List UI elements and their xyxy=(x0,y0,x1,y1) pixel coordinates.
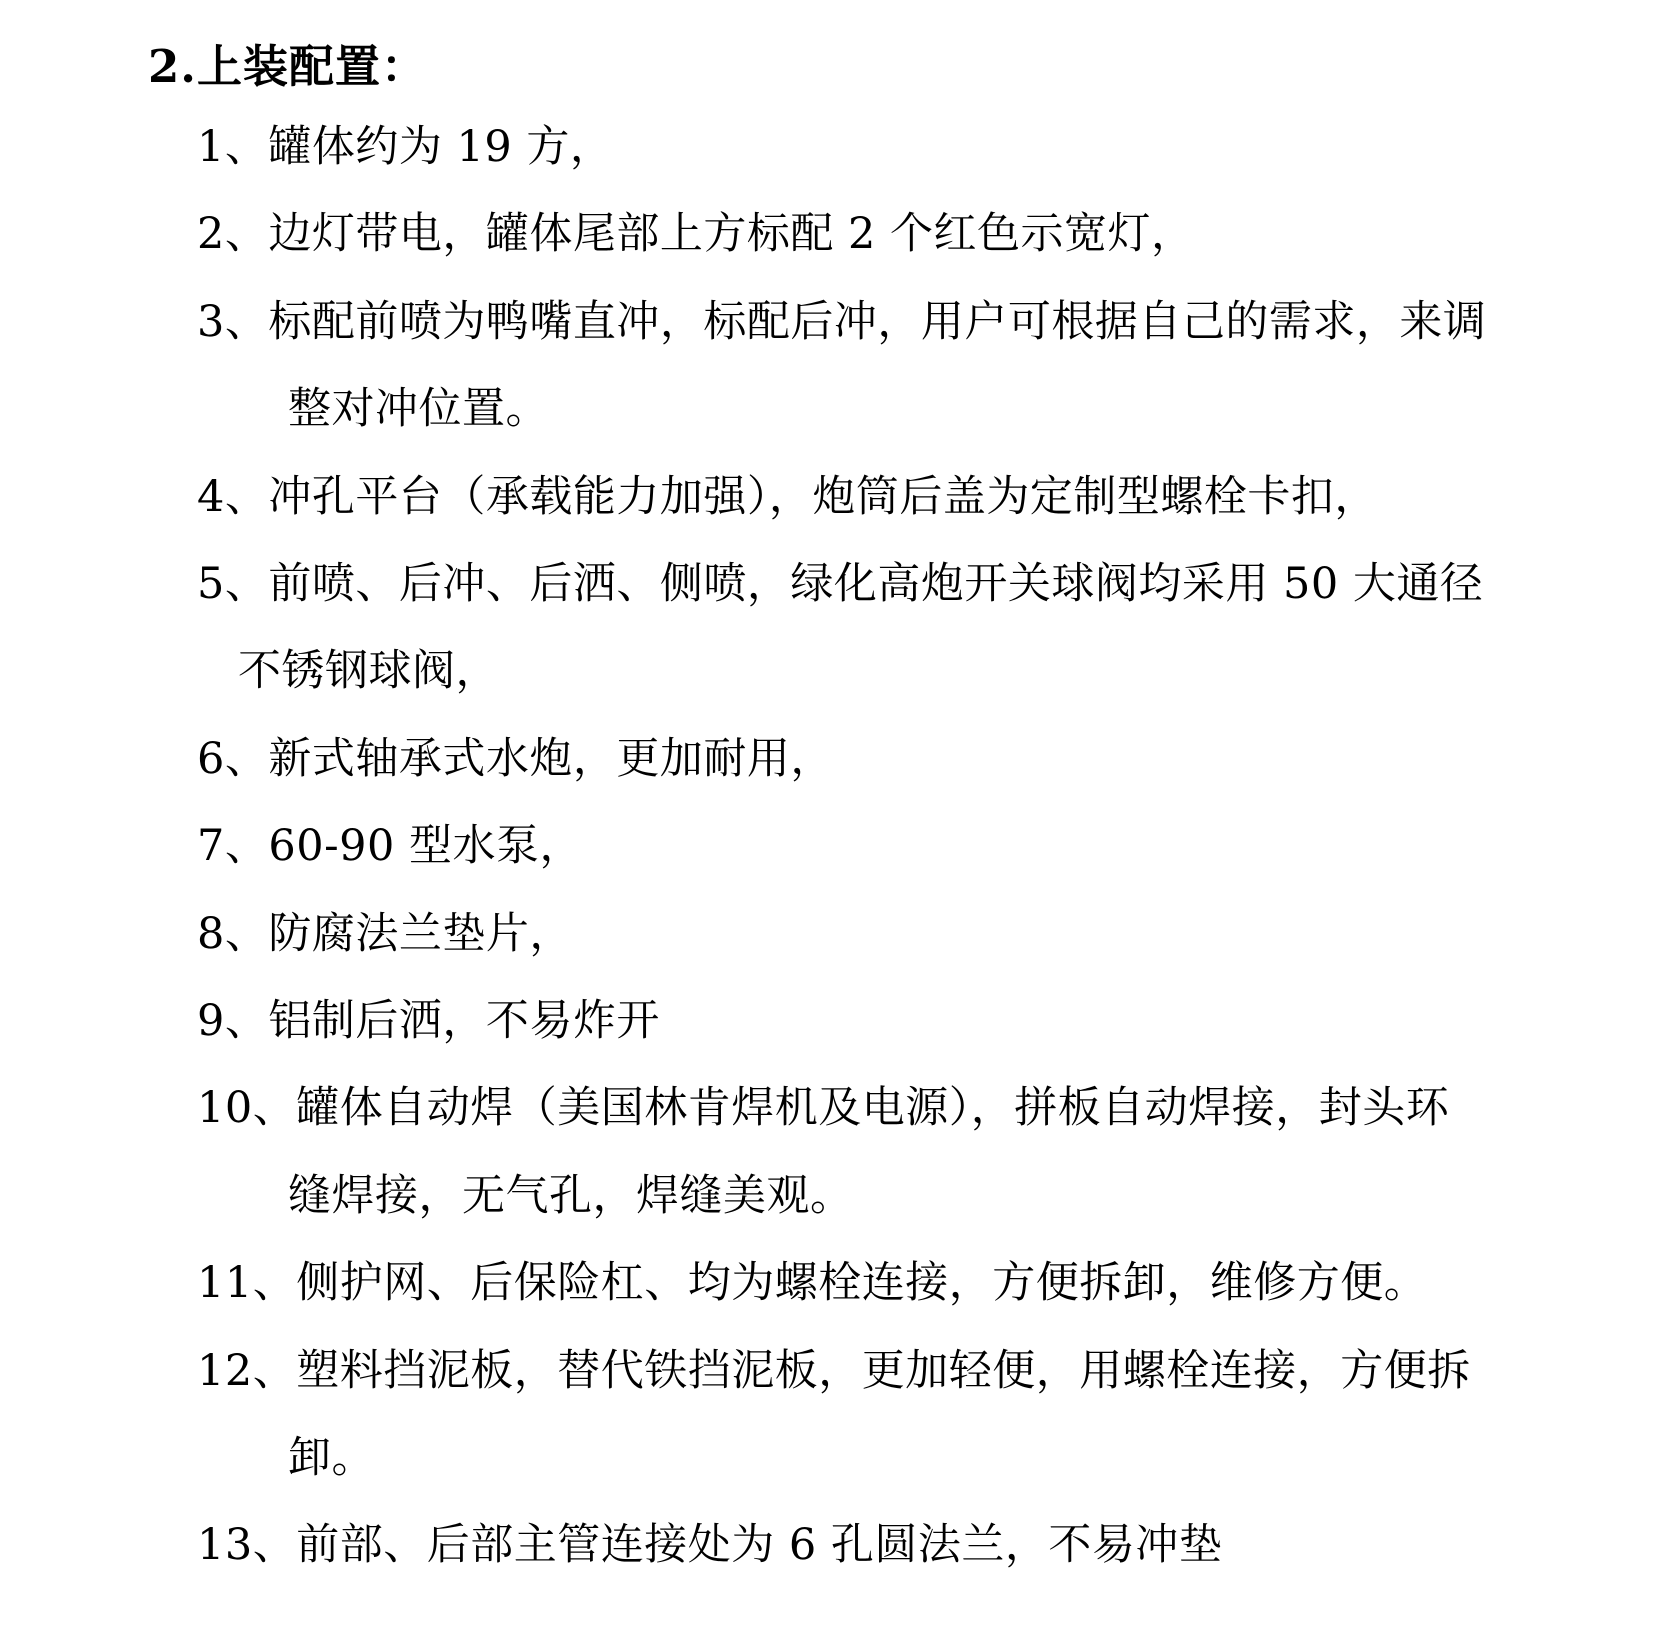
list-item-7: 7、60-90 型水泵， xyxy=(197,821,583,871)
list-item-5-continued: 不锈钢球阀， xyxy=(238,646,499,696)
list-item-11: 11、侧护网、后保险杠、均为螺栓连接，方便拆卸，维修方便。 xyxy=(197,1258,1428,1308)
list-item-9: 9、铝制后洒，不易炸开 xyxy=(197,996,660,1046)
section-heading: 2.上装配置： xyxy=(148,40,427,93)
list-item-1: 1、罐体约为 19 方， xyxy=(197,122,614,172)
list-item-3: 3、标配前喷为鸭嘴直冲，标配后冲，用户可根据自己的需求，来调 xyxy=(197,297,1487,347)
list-item-12-continued: 卸。 xyxy=(288,1433,375,1483)
list-item-12: 12、塑料挡泥板，替代铁挡泥板，更加轻便，用螺栓连接，方便拆 xyxy=(197,1346,1471,1396)
list-item-5: 5、前喷、后冲、后洒、侧喷，绿化高炮开关球阀均采用 50 大通径 xyxy=(197,559,1484,609)
list-item-10-continued: 缝焊接，无气孔，焊缝美观。 xyxy=(288,1171,854,1221)
list-item-6: 6、新式轴承式水炮，更加耐用， xyxy=(197,734,834,784)
list-item-4: 4、冲孔平台（承载能力加强），炮筒后盖为定制型螺栓卡扣， xyxy=(197,472,1378,522)
list-item-8: 8、防腐法兰垫片， xyxy=(197,909,573,959)
list-item-13: 13、前部、后部主管连接处为 6 孔圆法兰，不易冲垫 xyxy=(197,1520,1223,1570)
list-item-10: 10、罐体自动焊（美国林肯焊机及电源），拼板自动焊接，封头环 xyxy=(197,1083,1450,1133)
list-item-2: 2、边灯带电，罐体尾部上方标配 2 个红色示宽灯， xyxy=(197,209,1195,259)
list-item-3-continued: 整对冲位置。 xyxy=(288,384,549,434)
